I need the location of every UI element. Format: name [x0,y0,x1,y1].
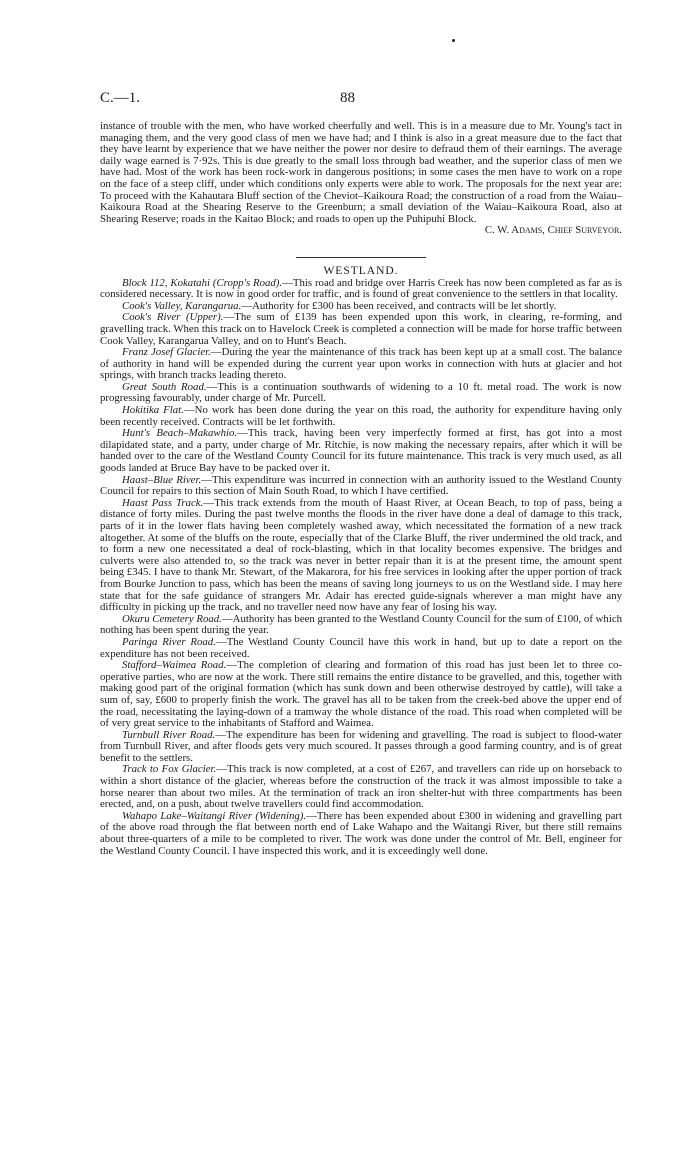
entry-paragraph [100,382,622,405]
entry-paragraph [100,660,622,730]
entry-title: Wahapo Lake–Waitangi River (Widening). [122,809,307,822]
entry-text: —No work has been done during the year on this road, the authority for expenditure having only been recently received. Contracts will be let forthwith. [100,404,622,428]
entry-paragraph [100,312,622,347]
entry-text: —The Westland County Council have this work in hand, but up to date a report on the expenditure has not been received. [100,635,622,660]
entry-paragraph [100,498,622,614]
entry-text: —Authority has been granted to the Westland County Council for the sum of £100, of which nothing has been spent during the year. [100,612,623,637]
entry-text: —This road and bridge over Harris Creek has now been completed as far as is considered necessary. It is now in good order for traffic, and is found of great convenience to the settlers in that locality. [100,276,622,301]
entry-text: —This track extends from the mouth of Haast River, at Ocean Beach, to top of pass, being a distance of forty miles. During the past twelve months the floods in the river have done a deal of damage to this track, parts of it in the lower flats having been completely washed away, which necessitated the formation of a new track altogether. At some of the bluffs on the route, especially that of the Clarke Bluff, the river undermined the old track, and to form a new one necessitated a deal of rock-blasting, which in that locality becomes expensive. The bridges and culverts were also attended to, so the track was never in better repair than it is at the present time, the amount spent being £345. I have to thank Mr. Stewart, of the Makarora, for his free services in looking after the upper portion of track from Bourke Junction to pass, which has been the means of saving long journeys to us on the Westland side. I may here state that for the safe guidance of strangers Mr. Adair has erected guide-signals wherever a man might have any difficulty in picking up the track, and no traveller need now have any fear of losing his way. [100,496,622,614]
intro-paragraph: instance of trouble with the men, who have worked cheerfully and well. This is in a measure due to Mr. Young's tact in managing them, and the very good class of men we have had; and I think is also in a great measure due to the fact that they have learnt by experience that we have neither the power nor desire to defraud them of their earnings. The average daily wage earned is 7·92s. This is due greatly to the small loss through bad weather, and the superior class of men we have had. Most of the work has been rock-work in dangerous positions; in some cases the men have to work on a rope on the face of a steep cliff, under which conditions only experts were able to work. The proposals for the next year are: To proceed with the Kahautara Bluff section of the Cheviot–Kaikoura Road; the construction of a road from the Waiau–Kaikoura Road at the Shearing Reserve to the Greenburn; a small deviation of the Waiau–Kaikoura Road, also at Shearing Reserve; roads in the Kaitao Block; and roads to open up the Puhipuhi Block. [100,120,622,225]
entry-title: Hunt's Beach–Makawhio. [122,427,238,440]
entry-paragraph [100,278,622,301]
entry-title: Cook's Valley, Karangarua. [122,299,242,312]
entry-title: Franz Josef Glacier. [122,346,211,359]
entry-text: —There has been expended about £300 in widening and gravelling part of the above road through the flat between north end of Lake Wahapo and the Waitangi River, but there still remains about three-quarters of a mile to be completed to river. The work was done under the control of Mr. Bell, engineer for the Westland County Council. I have inspected this work, and it is exceedingly well done. [100,809,622,857]
entry-paragraph [100,614,622,637]
entry-text: —The expenditure has been for widening and gravelling. The road is subject to flood-water from Turnbull River, and after floods gets very much scoured. It passes through a good farming country, and is of great benefit to the settlers. [100,728,622,764]
entry-title: Haast Pass Track. [122,496,204,509]
page-body [100,121,622,857]
entry-title: Cook's River (Upper). [122,311,224,324]
report-reference: C.—1. [100,90,141,106]
entry-title: Paringa River Road. [122,635,216,648]
entry-title: Turnbull River Road. [122,728,216,741]
signature: C. W. Adams, Chief Surveyor. [484,224,622,237]
entry-text: —This track, having been very imperfectly formed at first, has got into a most dilapidated state, and a party, under charge of Mr. Ritchie, is now making the necessary repairs, after which it will be handed over to the care of the Westland County Council for its future maintenance. This track is very much used, as all goods landed at Bruce Bay have to be packed over it. [100,427,622,475]
entry-paragraph [100,347,622,382]
entry-paragraph [100,637,622,660]
entry-paragraph [100,428,622,474]
page-header [100,90,600,108]
entry-title: Track to Fox Glacier. [122,763,217,776]
entry-title: Great South Road. [122,380,207,393]
entry-text: —This expenditure was incurred in connection with an authority issued to the Westland County Council for repairs to this section of Main South Road, to which I have certified. [100,473,623,498]
entry-title: Stafford–Waimea Road. [122,659,227,672]
entry-text: —This track is now completed, at a cost of £267, and travellers can ride up on horseback to within a short distance of the glacier, whereas before the construction of the track it was almost impossible to take a horse nearer than about two miles. At the termination of track an iron shelter-hut with three compartments has been erected, and, on a push, about twelve travellers could find accommodation. [100,763,623,811]
entry-paragraph [100,764,622,810]
entry-text: —This is a continuation southwards of widening to a 10 ft. metal road. The work is now progressing favourably, under charge of Mr. Purcell. [100,380,622,405]
entry-text: —The sum of £139 has been expended upon this work, in clearing, re-forming, and gravelling track. When this track on to Havelock Creek is completed a connection will be made for horse traffic between Cook Valley, Karangarua Valley, and on to Hunt's Beach. [100,311,623,347]
entry-title: Block 112, Kokatahi (Cropp's Road). [122,276,283,289]
entry-paragraph [100,811,622,857]
entry-text: —Authority for £300 has been received, and contracts will be let shortly. [241,299,557,312]
section-heading: WESTLAND. [323,264,399,277]
print-speck [452,39,455,42]
entry-title: Hokitika Flat. [122,404,184,417]
entry-paragraph [100,730,622,765]
entry-text: —During the year the maintenance of this track has been kept up at a small cost. The balance of authority in hand will be expended during the current year upon works in connection with huts at glacier and hot springs, with branch tracks leading thereto. [100,346,622,382]
entry-text: —The completion of clearing and formation of this road has just been let to three co-operative parties, who are now at the work. There still remains the entire distance to be gravelled, and this, together with making good part of the original formation (which has sunk down and been otherwise destroyed by cattle), will take a sum of, say, £600 to properly finish the work. The gravel has all to be taken from the creek-bed above the upper end of the road, necessitating the laying-down of a tramway the whole distance of the road. This road when completed will be of very great service to the inhabitants of Stafford and Waimea. [100,659,623,730]
entry-title: Okuru Cemetery Road. [122,612,222,625]
section-divider [296,257,426,258]
entry-paragraph [100,405,622,428]
page-number: 88 [340,90,355,106]
entry-paragraph [100,475,622,498]
entry-title: Haast–Blue River. [122,473,202,486]
